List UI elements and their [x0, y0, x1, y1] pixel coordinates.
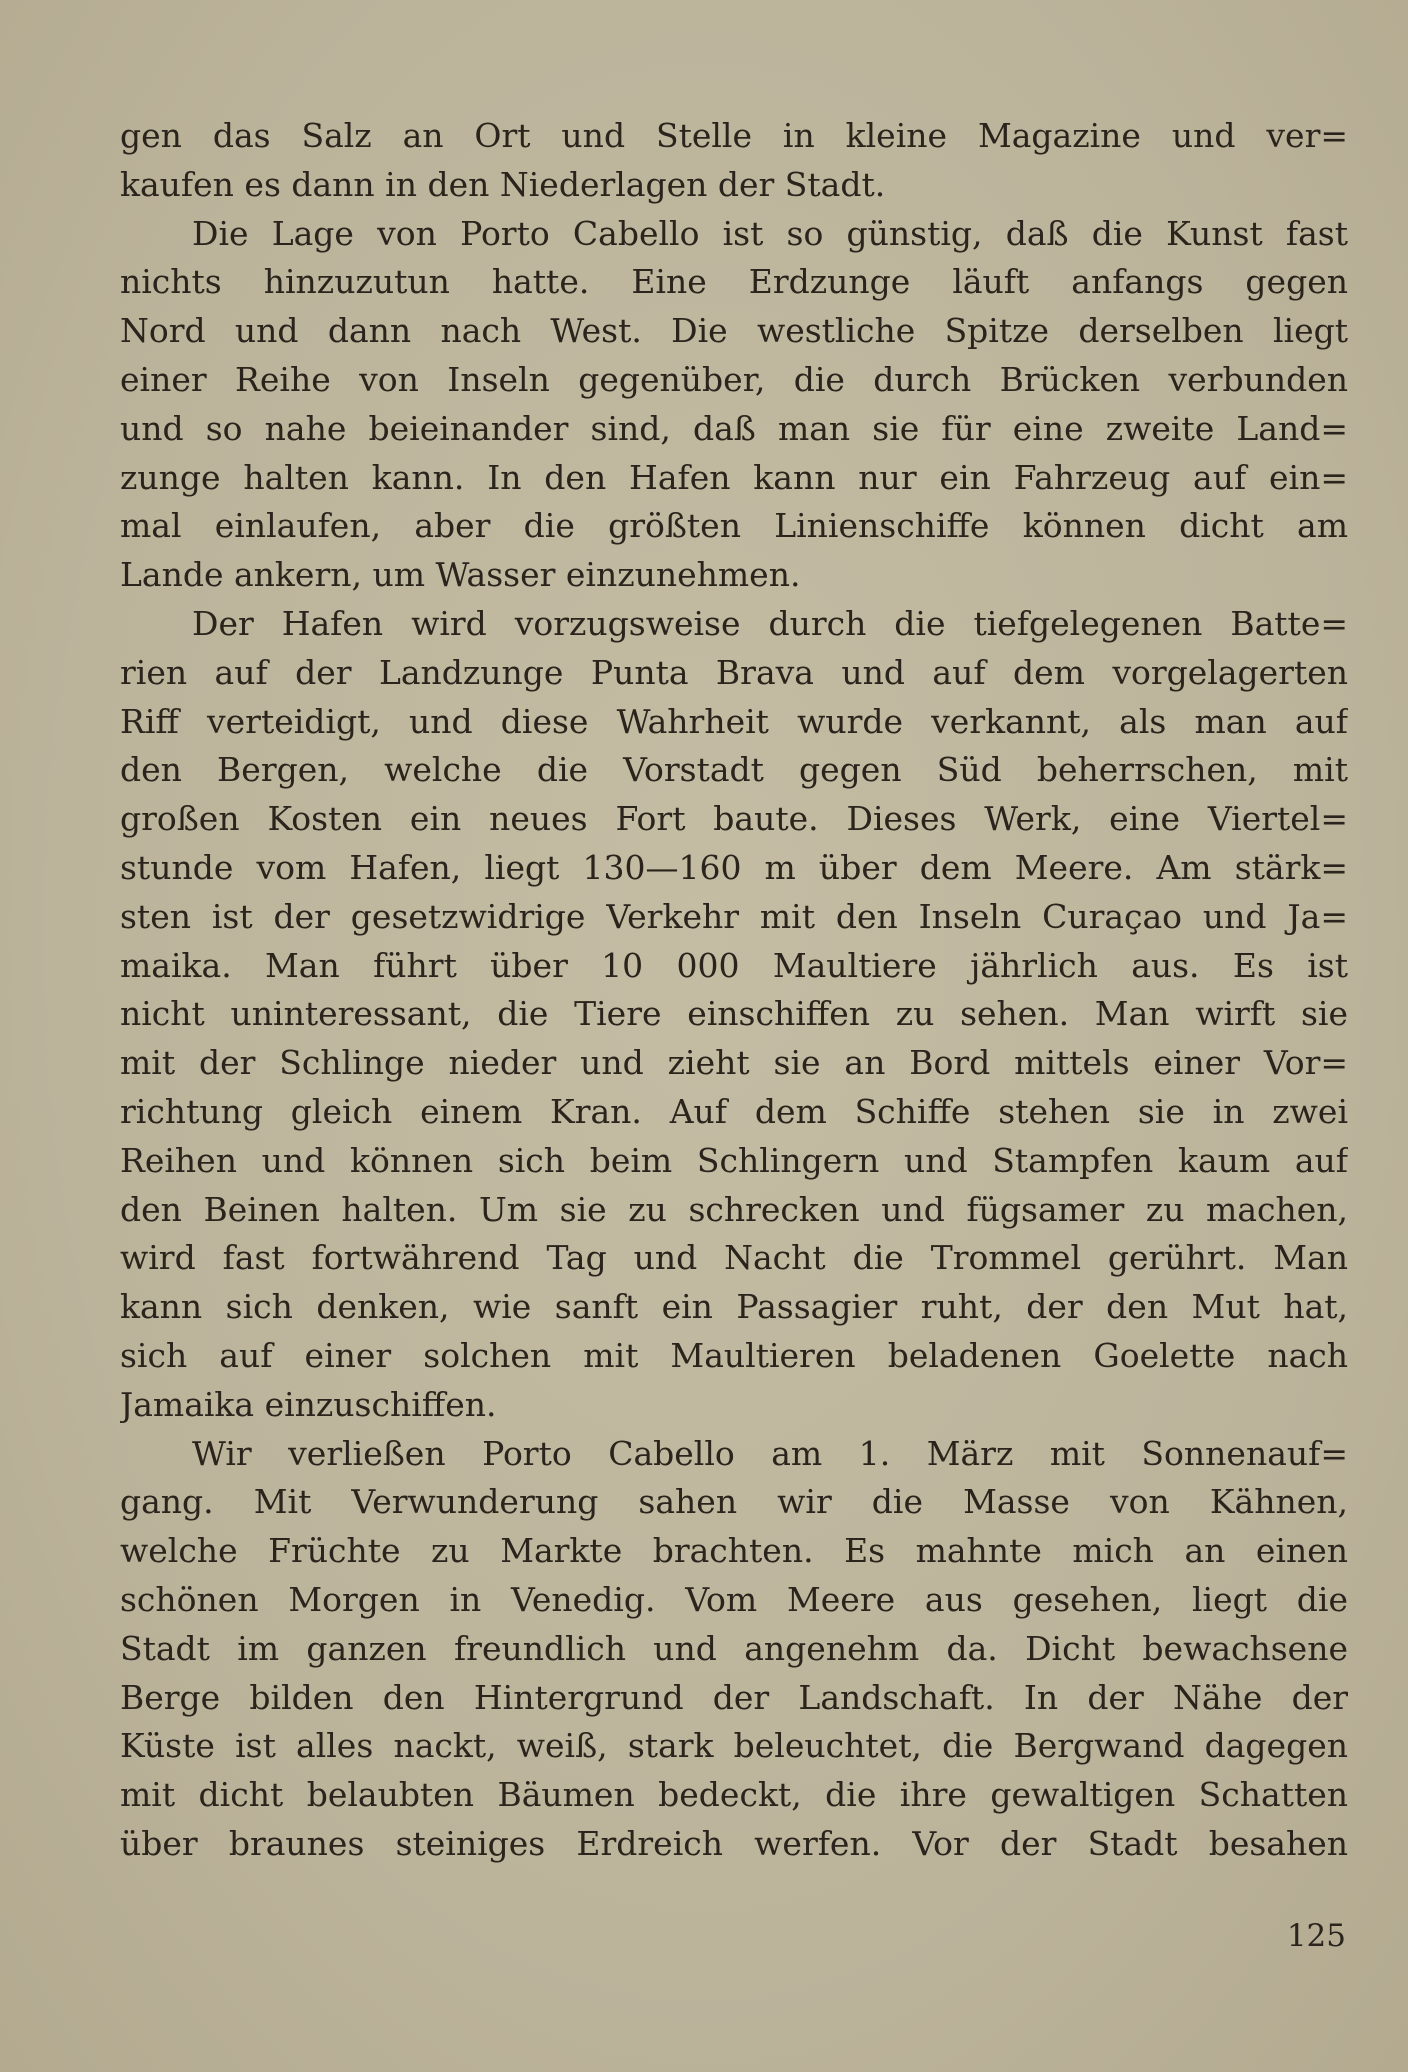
text-line: gang. Mit Verwunderung sahen wir die Masse von Kähnen,: [120, 1482, 1348, 1522]
text-line: über braunes steiniges Erdreich werfen. Vor der Stadt besahen: [120, 1823, 1348, 1863]
text-line: wird fast fortwährend Tag und Nacht die Trommel gerührt. Man: [120, 1238, 1348, 1278]
text-line: nichts hinzuzutun hatte. Eine Erdzunge läuft anfangs gegen: [120, 262, 1348, 302]
text-line: Stadt im ganzen freundlich und angenehm da. Dicht bewachsene: [120, 1628, 1348, 1668]
body-text: [120, 112, 1348, 1869]
text-line: kann sich denken, wie sanft ein Passagier ruht, der den Mut hat,: [120, 1287, 1348, 1327]
text-line: sich auf einer solchen mit Maultieren beladenen Goelette nach: [120, 1335, 1348, 1375]
paragraph-start-line: Der Hafen wird vorzugsweise durch die tiefgelegenen Batte=: [192, 603, 1348, 643]
text-line: sten ist der gesetzwidrige Verkehr mit den Inseln Curaçao und Ja=: [120, 896, 1348, 936]
text-line: Jamaika einzuschiffen.: [120, 1384, 497, 1424]
text-line: stunde vom Hafen, liegt 130—160 m über dem Meere. Am stärk=: [120, 847, 1348, 887]
text-line: mit dicht belaubten Bäumen bedeckt, die ihre gewaltigen Schatten: [120, 1775, 1348, 1815]
text-line: Reihen und können sich beim Schlingern und Stampfen kaum auf: [120, 1140, 1348, 1180]
text-line: kaufen es dann in den Niederlagen der Stadt.: [120, 164, 886, 204]
text-line: großen Kosten ein neues Fort baute. Dieses Werk, eine Viertel=: [120, 799, 1348, 839]
text-line: Riff verteidigt, und diese Wahrheit wurde verkannt, als man auf: [120, 701, 1348, 741]
text-line: rien auf der Landzunge Punta Brava und auf dem vorgelagerten: [120, 652, 1348, 692]
text-line: und so nahe beieinander sind, daß man sie für eine zweite Land=: [120, 408, 1348, 448]
paragraph-start-line: Wir verließen Porto Cabello am 1. März mit Sonnenauf=: [192, 1433, 1348, 1473]
paragraph-start-line: Die Lage von Porto Cabello ist so günstig, daß die Kunst fast: [192, 213, 1348, 253]
text-line: gen das Salz an Ort und Stelle in kleine Magazine und ver=: [120, 116, 1348, 155]
text-line: mal einlaufen, aber die größten Linienschiffe können dicht am: [120, 506, 1348, 546]
text-line: einer Reihe von Inseln gegenüber, die durch Brücken verbunden: [120, 359, 1348, 399]
text-line: maika. Man führt über 10 000 Maultiere jährlich aus. Es ist: [120, 945, 1348, 985]
text-line: Nord und dann nach West. Die westliche Spitze derselben liegt: [120, 311, 1348, 351]
text-line: schönen Morgen in Venedig. Vom Meere aus gesehen, liegt die: [120, 1579, 1348, 1619]
text-line: zunge halten kann. In den Hafen kann nur ein Fahrzeug auf ein=: [120, 457, 1348, 497]
text-line: nicht uninteressant, die Tiere einschiffen zu sehen. Man wirft sie: [120, 994, 1348, 1034]
text-line: den Bergen, welche die Vorstadt gegen Süd beherrschen, mit: [120, 750, 1348, 790]
text-line: Berge bilden den Hintergrund der Landschaft. In der Nähe der: [120, 1677, 1348, 1717]
page-number: 125: [1286, 1918, 1346, 1954]
text-line: mit der Schlinge nieder und zieht sie an Bord mittels einer Vor=: [120, 1043, 1348, 1083]
text-line: Lande ankern, um Wasser einzunehmen.: [120, 555, 801, 595]
text-line: welche Früchte zu Markte brachten. Es mahnte mich an einen: [120, 1531, 1348, 1571]
text-line: den Beinen halten. Um sie zu schrecken und fügsamer zu machen,: [120, 1189, 1348, 1229]
text-line: Küste ist alles nackt, weiß, stark beleuchtet, die Bergwand dagegen: [120, 1726, 1348, 1766]
text-line: richtung gleich einem Kran. Auf dem Schiffe stehen sie in zwei: [120, 1091, 1348, 1131]
